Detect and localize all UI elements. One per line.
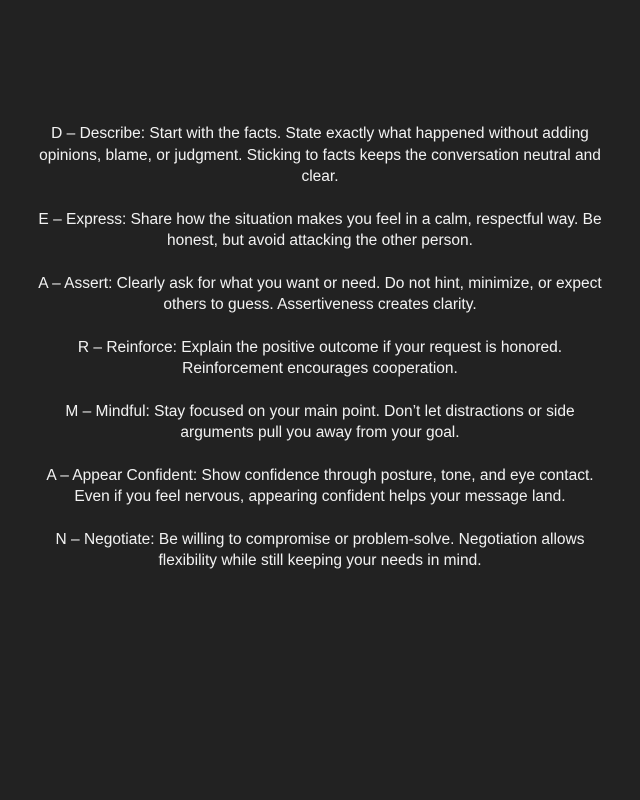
dear-man-text-block <box>34 123 606 572</box>
paragraph-express: E – Express: Share how the situation makes you feel in a calm, respectful way. Be honest, but avoid attacking the other person. <box>38 210 602 249</box>
paragraph-assert: A – Assert: Clearly ask for what you want or need. Do not hint, minimize, or expect others to guess. Assertiveness creates clarity. <box>38 274 602 313</box>
paragraph-reinforce: R – Reinforce: Explain the positive outcome if your request is honored. Reinforcement encourages cooperation. <box>77 338 563 377</box>
paragraph-describe: D – Describe: Start with the facts. State exactly what happened without adding opinions, blame, or judgment. Sticking to facts keeps the conversation neutral and clear. <box>39 125 601 185</box>
paragraph-appear-confident: A – Appear Confident: Show confidence through posture, tone, and eye contact. Even if you feel nervous, appearing confident helps your message land. <box>46 466 594 505</box>
paragraph-negotiate: N – Negotiate: Be willing to compromise or problem-solve. Negotiation allows flexibility while still keeping your needs in mind. <box>55 530 585 569</box>
paragraph-mindful: M – Mindful: Stay focused on your main point. Don’t let distractions or side arguments pull you away from your goal. <box>65 402 575 441</box>
